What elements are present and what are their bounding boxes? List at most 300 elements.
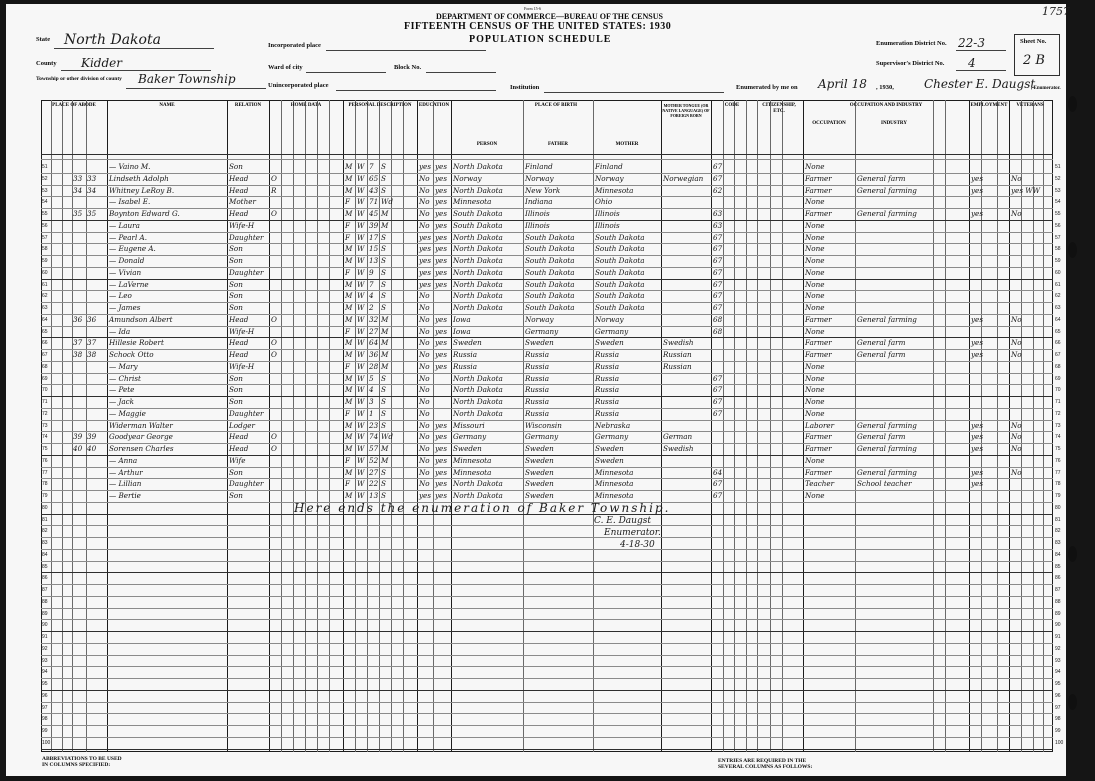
county-label: County <box>36 60 57 67</box>
age-cell: 4 <box>369 385 374 395</box>
birthplace-father-cell: South Dakota <box>525 232 575 242</box>
marital-status-cell: S <box>381 467 386 477</box>
birthplace-father-cell: Illinois <box>525 220 550 230</box>
line-number-right: 63 <box>1055 305 1061 311</box>
sheet-label: Sheet No. <box>1020 38 1047 45</box>
sheet-value: 2 B <box>1023 53 1045 68</box>
age-cell: 74 <box>369 432 379 442</box>
age-cell: 13 <box>369 256 379 265</box>
birthplace-mother-cell: South Dakota <box>595 244 645 254</box>
birthplace-father-cell: Finland <box>525 162 553 171</box>
birthplace-person-cell: North Dakota <box>453 185 503 195</box>
line-number-left: 98 <box>42 716 48 723</box>
dwelling-number-cell: 39 <box>73 432 83 442</box>
race-cell: W <box>357 432 365 442</box>
marital-status-cell: M <box>381 338 389 348</box>
footer-abbreviations: ABBREVIATIONS TO BE USED IN COLUMNS SPECIFIED: <box>42 756 122 768</box>
census-sheet <box>6 4 1070 776</box>
age-cell: 57 <box>369 444 379 453</box>
employed-cell: yes <box>971 338 984 348</box>
line-number-left: 88 <box>42 598 48 605</box>
race-cell: W <box>357 385 365 395</box>
race-cell: W <box>357 420 365 430</box>
birthplace-person-cell: North Dakota <box>453 397 503 406</box>
school-attendance-cell: No <box>419 432 430 442</box>
mother-tongue-cell: Norwegian <box>663 173 704 183</box>
birthplace-mother-cell: Norway <box>595 314 624 324</box>
marital-status-cell: S <box>381 408 386 418</box>
dwelling-number-cell: 35 <box>73 209 83 218</box>
form-number: Form 15-6 <box>524 6 541 11</box>
line-number-right: 73 <box>1055 422 1061 429</box>
marital-status-cell: M <box>381 350 389 359</box>
relation-cell: Head <box>229 185 249 195</box>
code-a-cell: 67 <box>713 303 723 312</box>
header-name: NAME <box>159 103 175 108</box>
occupation-cell: Farmer <box>805 314 832 324</box>
line-number-left: 95 <box>42 681 48 687</box>
school-attendance-cell: yes <box>419 279 432 289</box>
school-attendance-cell: No <box>419 408 430 418</box>
school-attendance-cell: No <box>419 173 430 183</box>
race-cell: W <box>357 244 365 254</box>
binding-hole <box>1068 96 1077 112</box>
line-number-right: 75 <box>1055 446 1061 452</box>
birthplace-father-cell: Russia <box>525 397 550 406</box>
sex-cell: M <box>345 185 353 195</box>
occupation-cell: None <box>805 385 825 395</box>
race-cell: W <box>357 185 365 195</box>
line-number-right: 90 <box>1055 622 1061 629</box>
occupation-cell: Laborer <box>805 420 835 430</box>
birthplace-father-cell: New York <box>525 185 561 195</box>
age-cell: 65 <box>369 173 379 183</box>
birthplace-person-cell: North Dakota <box>453 479 503 489</box>
occupation-cell: Farmer <box>805 209 832 218</box>
line-number-left: 79 <box>42 493 48 499</box>
age-cell: 28 <box>369 361 379 371</box>
marital-status-cell: S <box>381 397 386 406</box>
birthplace-father-cell: Sweden <box>525 455 554 465</box>
can-read-cell: yes <box>435 338 448 348</box>
line-number-right: 92 <box>1055 645 1061 652</box>
school-attendance-cell: No <box>419 455 430 465</box>
race-cell: W <box>357 350 365 359</box>
line-number-right: 58 <box>1055 246 1061 253</box>
birthplace-person-cell: Minnesota <box>453 455 492 465</box>
race-cell: W <box>357 444 365 453</box>
sex-cell: M <box>345 467 353 477</box>
department-title: DEPARTMENT OF COMMERCE—BUREAU OF THE CENSUS <box>436 12 663 21</box>
home-tenure-cell: O <box>271 314 277 324</box>
industry-cell: General farming <box>857 420 917 430</box>
header-veterans: VETERANS <box>1016 103 1044 108</box>
birthplace-mother-cell: Minnesota <box>595 491 634 500</box>
header-home-data: HOME DATA <box>290 103 322 108</box>
person-name-cell: Sorensen Charles <box>109 444 174 453</box>
person-name-cell: — Eugene A. <box>109 244 156 254</box>
line-number-left: 72 <box>42 410 48 417</box>
line-number-right: 59 <box>1055 258 1061 264</box>
line-number-left: 62 <box>42 293 48 300</box>
line-number-right: 72 <box>1055 410 1061 417</box>
occupation-cell: None <box>805 408 825 418</box>
ward-label: Ward of city <box>268 64 303 71</box>
can-read-cell: yes <box>435 197 448 207</box>
veteran-cell: No <box>1011 338 1022 348</box>
industry-cell: General farming <box>857 467 917 477</box>
veteran-cell: No <box>1011 350 1022 359</box>
relation-cell: Wife-H <box>229 220 255 230</box>
supervisor-label: Supervisor's District No. <box>876 60 945 67</box>
header-rule <box>41 154 1053 155</box>
can-read-cell: yes <box>435 244 448 254</box>
sex-cell: F <box>345 326 350 336</box>
dwelling-number-cell: 38 <box>73 350 83 359</box>
employed-cell: yes <box>971 479 984 489</box>
school-attendance-cell: No <box>419 467 430 477</box>
birthplace-person-cell: Russia <box>453 361 478 371</box>
header-person: PERSON <box>476 142 498 147</box>
person-name-cell: Goodyear George <box>109 432 173 442</box>
line-number-right: 70 <box>1055 387 1061 394</box>
family-number-cell: 36 <box>87 314 97 324</box>
line-number-right: 83 <box>1055 540 1061 546</box>
age-cell: 52 <box>369 455 379 465</box>
enumerated-year: , 1930, <box>876 84 894 91</box>
line-number-right: 91 <box>1055 634 1061 640</box>
age-cell: 36 <box>369 350 379 359</box>
code-a-cell: 67 <box>713 244 723 254</box>
birthplace-mother-cell: South Dakota <box>595 303 645 312</box>
line-number-left: 54 <box>42 199 48 206</box>
age-cell: 2 <box>369 303 374 312</box>
industry-cell: General farming <box>857 185 917 195</box>
age-cell: 3 <box>369 397 374 406</box>
birthplace-father-cell: Sweden <box>525 479 554 489</box>
school-attendance-cell: No <box>419 350 430 359</box>
code-a-cell: 67 <box>713 267 723 277</box>
age-cell: 1 <box>369 408 374 418</box>
home-tenure-cell: O <box>271 432 277 442</box>
race-cell: W <box>357 467 365 477</box>
birthplace-person-cell: North Dakota <box>453 256 503 265</box>
age-cell: 27 <box>369 326 379 336</box>
header-rule <box>41 159 1053 160</box>
header-citizenship: CITIZENSHIP, ETC. <box>762 103 796 114</box>
age-cell: 7 <box>369 279 374 289</box>
race-cell: W <box>357 232 365 242</box>
person-name-cell: — Vaino M. <box>109 162 151 171</box>
marital-status-cell: S <box>381 256 386 265</box>
age-cell: 7 <box>369 162 374 171</box>
birthplace-person-cell: South Dakota <box>453 220 503 230</box>
birthplace-mother-cell: Russia <box>595 373 620 383</box>
line-number-left: 96 <box>42 692 48 699</box>
line-number-right: 80 <box>1055 504 1061 511</box>
can-read-cell: yes <box>435 455 448 465</box>
line-number-right: 94 <box>1055 669 1061 676</box>
block-label: Block No. <box>394 64 422 71</box>
veteran-cell: No <box>1011 432 1022 442</box>
occupation-cell: None <box>805 303 825 312</box>
can-read-cell: yes <box>435 350 448 359</box>
person-name-cell: Hillesie Robert <box>109 338 164 348</box>
mother-tongue-cell: German <box>663 432 693 442</box>
race-cell: W <box>357 314 365 324</box>
dwelling-number-cell: 33 <box>73 173 83 183</box>
race-cell: W <box>357 303 365 312</box>
code-a-cell: 67 <box>713 256 723 265</box>
person-name-cell: — Ida <box>109 326 131 336</box>
school-attendance-cell: No <box>419 444 430 453</box>
marital-status-cell: S <box>381 162 386 171</box>
occupation-cell: None <box>805 397 825 406</box>
line-number-right: 54 <box>1055 199 1061 206</box>
sex-cell: M <box>345 420 353 430</box>
sex-cell: M <box>345 491 353 500</box>
birthplace-mother-cell: Minnesota <box>595 185 634 195</box>
closing-note: Here ends the enumeration of Baker Township. <box>294 501 671 515</box>
relation-cell: Son <box>229 162 243 171</box>
line-number-left: 86 <box>42 575 48 582</box>
sex-cell: F <box>345 408 350 418</box>
code-a-cell: 67 <box>713 397 723 406</box>
row-rule <box>41 619 1053 620</box>
birthplace-father-cell: Illinois <box>525 209 550 218</box>
line-number-right: 64 <box>1055 316 1061 323</box>
sex-cell: M <box>345 303 353 312</box>
row-rule <box>41 549 1053 550</box>
sex-cell: F <box>345 361 350 371</box>
age-cell: 45 <box>369 209 379 218</box>
relation-cell: Son <box>229 279 243 289</box>
birthplace-mother-cell: South Dakota <box>595 267 645 277</box>
mother-tongue-cell: Russian <box>663 361 692 371</box>
birthplace-mother-cell: Minnesota <box>595 479 634 489</box>
birthplace-father-cell: Russia <box>525 350 550 359</box>
age-cell: 71 <box>369 197 379 207</box>
line-number-left: 60 <box>42 269 48 276</box>
birthplace-mother-cell: South Dakota <box>595 279 645 289</box>
marital-status-cell: Wd <box>381 197 393 207</box>
industry-cell: School teacher <box>857 479 912 489</box>
occupation-cell: Farmer <box>805 350 832 359</box>
person-name-cell: — James <box>109 303 141 312</box>
person-name-cell: — Bertie <box>109 491 141 500</box>
mother-tongue-cell: Swedish <box>663 444 694 453</box>
veteran-cell: yes WW <box>1011 185 1041 195</box>
industry-cell: General farm <box>857 350 906 359</box>
marital-status-cell: S <box>381 232 386 242</box>
person-name-cell: — Jack <box>109 397 135 406</box>
school-attendance-cell: yes <box>419 256 432 265</box>
birthplace-person-cell: North Dakota <box>453 267 503 277</box>
enumerated-date: April 18 <box>818 77 867 91</box>
age-cell: 23 <box>369 420 379 430</box>
code-a-cell: 68 <box>713 326 723 336</box>
birthplace-person-cell: Iowa <box>453 326 471 336</box>
occupation-cell: None <box>805 220 825 230</box>
township-value: Baker Township <box>138 72 236 86</box>
can-read-cell: yes <box>435 279 448 289</box>
birthplace-mother-cell: Illinois <box>595 220 620 230</box>
sex-cell: F <box>345 232 350 242</box>
county-value: Kidder <box>81 56 123 70</box>
birthplace-father-cell: South Dakota <box>525 244 575 254</box>
line-number-left: 92 <box>42 645 48 652</box>
header-personal: PERSONAL DESCRIPTION <box>348 103 412 108</box>
row-rule <box>41 584 1053 585</box>
line-number-left: 59 <box>42 258 48 264</box>
school-attendance-cell: yes <box>419 232 432 242</box>
marital-status-cell: M <box>381 361 389 371</box>
marital-status-cell: S <box>381 420 386 430</box>
occupation-cell: None <box>805 291 825 301</box>
can-read-cell: yes <box>435 491 448 500</box>
line-number-right: 66 <box>1055 340 1061 347</box>
line-number-right: 79 <box>1055 493 1061 499</box>
header-father: FATHER <box>547 142 569 147</box>
birthplace-father-cell: Russia <box>525 373 550 383</box>
relation-cell: Head <box>229 444 249 453</box>
school-attendance-cell: No <box>419 420 430 430</box>
relation-cell: Daughter <box>229 479 264 489</box>
person-name-cell: — Arthur <box>109 467 143 477</box>
occupation-cell: Farmer <box>805 467 832 477</box>
enum-district-value: 22-3 <box>958 36 985 50</box>
can-read-cell: yes <box>435 232 448 242</box>
birthplace-person-cell: Germany <box>453 432 487 442</box>
line-number-right: 95 <box>1055 681 1061 687</box>
veteran-cell: No <box>1011 314 1022 324</box>
line-number-left: 91 <box>42 634 48 640</box>
birthplace-mother-cell: South Dakota <box>595 232 645 242</box>
race-cell: W <box>357 279 365 289</box>
birthplace-person-cell: North Dakota <box>453 491 503 500</box>
birthplace-person-cell: Norway <box>453 173 482 183</box>
sex-cell: M <box>345 432 353 442</box>
sex-cell: F <box>345 197 350 207</box>
employed-cell: yes <box>971 209 984 218</box>
header-employment: EMPLOYMENT <box>970 103 1008 108</box>
can-read-cell: yes <box>435 220 448 230</box>
age-cell: 32 <box>369 314 379 324</box>
age-cell: 17 <box>369 232 379 242</box>
occupation-cell: Teacher <box>805 479 835 489</box>
age-cell: 4 <box>369 291 374 301</box>
code-a-cell: 67 <box>713 491 723 500</box>
can-read-cell: yes <box>435 173 448 183</box>
relation-cell: Head <box>229 209 249 218</box>
enumerated-label: Enumerated by me on <box>736 84 798 91</box>
person-name-cell: — Donald <box>109 256 145 265</box>
row-rule <box>41 713 1053 714</box>
code-a-cell: 67 <box>713 373 723 383</box>
row-rule <box>41 631 1053 632</box>
person-name-cell: — Laura <box>109 220 140 230</box>
occupation-cell: None <box>805 232 825 242</box>
line-number-right: 98 <box>1055 716 1061 723</box>
line-number-left: 75 <box>42 446 48 452</box>
birthplace-mother-cell: Sweden <box>595 444 624 453</box>
sex-cell: F <box>345 479 350 489</box>
person-name-cell: Boynton Edward G. <box>109 209 180 218</box>
code-a-cell: 67 <box>713 173 723 183</box>
sex-cell: M <box>345 444 353 453</box>
binding-hole <box>1068 546 1077 562</box>
row-rule <box>41 690 1053 691</box>
marital-status-cell: M <box>381 209 389 218</box>
sheet-number-box <box>1014 34 1060 76</box>
header-education: EDUCATION <box>418 103 450 108</box>
line-number-left: 78 <box>42 481 48 488</box>
line-number-left: 87 <box>42 587 48 593</box>
relation-cell: Mother <box>229 197 256 207</box>
age-cell: 13 <box>369 491 379 500</box>
race-cell: W <box>357 209 365 218</box>
relation-cell: Wife <box>229 455 246 465</box>
row-rule <box>41 702 1053 703</box>
birthplace-person-cell: Minnesota <box>453 197 492 207</box>
line-number-left: 80 <box>42 504 48 511</box>
line-number-left: 55 <box>42 211 48 217</box>
marital-status-cell: S <box>381 244 386 254</box>
line-number-right: 86 <box>1055 575 1061 582</box>
home-tenure-cell: O <box>271 444 277 453</box>
line-number-left: 76 <box>42 457 48 464</box>
birthplace-father-cell: Sweden <box>525 444 554 453</box>
birthplace-father-cell: South Dakota <box>525 256 575 265</box>
home-tenure-cell: O <box>271 173 277 183</box>
relation-cell: Head <box>229 173 249 183</box>
relation-cell: Son <box>229 291 243 301</box>
birthplace-mother-cell: Germany <box>595 432 629 442</box>
code-a-cell: 67 <box>713 408 723 418</box>
code-a-cell: 68 <box>713 314 723 324</box>
person-name-cell: — Pete <box>109 385 135 395</box>
line-number-left: 99 <box>42 728 48 734</box>
employed-cell: yes <box>971 444 984 453</box>
birthplace-father-cell: Wisconsin <box>525 420 562 430</box>
relation-cell: Son <box>229 397 243 406</box>
marital-status-cell: S <box>381 267 386 277</box>
occupation-cell: None <box>805 361 825 371</box>
relation-cell: Daughter <box>229 232 264 242</box>
line-number-left: 90 <box>42 622 48 629</box>
marital-status-cell: S <box>381 291 386 301</box>
occupation-cell: Farmer <box>805 173 832 183</box>
line-number-left: 68 <box>42 363 48 370</box>
sex-cell: M <box>345 279 353 289</box>
birthplace-person-cell: Sweden <box>453 338 482 348</box>
line-number-left: 56 <box>42 222 48 229</box>
code-a-cell: 63 <box>713 220 723 230</box>
race-cell: W <box>357 455 365 465</box>
line-number-right: 51 <box>1055 164 1061 170</box>
line-number-right: 56 <box>1055 222 1061 229</box>
birthplace-person-cell: North Dakota <box>453 162 503 171</box>
line-number-right: 81 <box>1055 516 1061 523</box>
line-number-left: 71 <box>42 399 48 405</box>
line-number-left: 58 <box>42 246 48 253</box>
closing-role: Enumerator. <box>604 528 661 538</box>
line-number-right: 69 <box>1055 375 1061 382</box>
birthplace-father-cell: Russia <box>525 361 550 371</box>
institution-label: Institution <box>510 84 540 91</box>
row-rule <box>41 749 1053 750</box>
birthplace-father-cell: Sweden <box>525 338 554 348</box>
